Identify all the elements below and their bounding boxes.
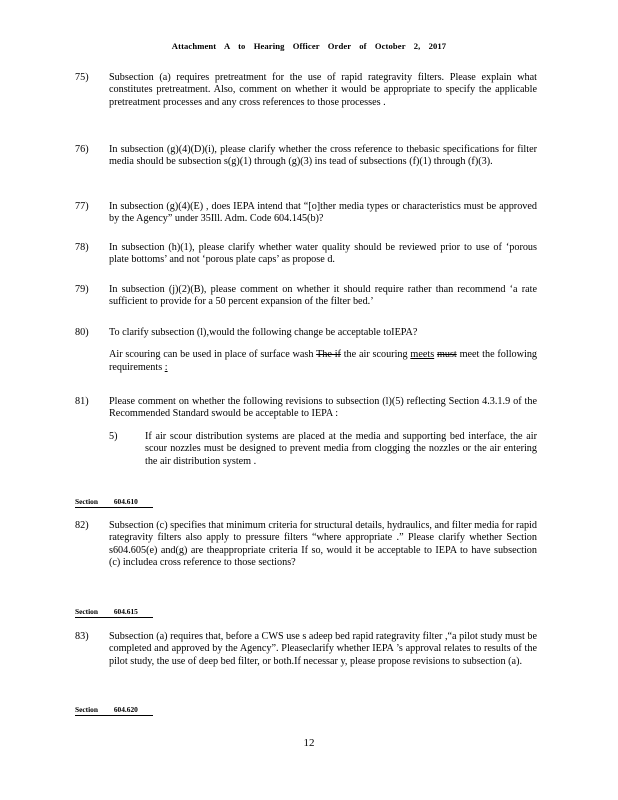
question-number: 78) bbox=[75, 242, 89, 253]
page-header: Attachment A to Hearing Officer Order of October 2, 2017 bbox=[171, 41, 447, 51]
question-number: 83) bbox=[75, 631, 89, 642]
question-text: Subsection (c) specifies that minimum criteria for structural details, hydraulics, and filter media for rapid rategravity filters also apply to pressure filters “where appropriate .” Please clarify whether Section s604.605(e) and(g) are theappropriate criteria If so, would it be acceptable to IEPA to have subsection (c) includea cross reference to those sections? bbox=[109, 520, 537, 569]
question-text: In subsection (g)(4)(E) , does IEPA intend that “[o]ther media types or characteristics must be approved by the Agency” under 35Ill. Adm. Code 604.145(b)? bbox=[109, 201, 537, 225]
subitem-number: 5) bbox=[109, 430, 118, 442]
question-number: 77) bbox=[75, 201, 89, 212]
subitem-text: If air scour distribution systems are placed at the media and supporting bed interface, the air scour nozzles must be designed to prevent media from clogging the nozzles or the air entering the air distribution system . bbox=[145, 430, 537, 467]
question-text: Please comment on whether the following revisions to subsection (l)(5) reflecting Section 4.3.1.9 of the Recommended Standard swould be acceptable to IEPA : bbox=[109, 396, 537, 420]
section-heading: Section 604.620 bbox=[75, 705, 153, 716]
question-78 bbox=[75, 242, 537, 267]
question-number: 79) bbox=[75, 284, 89, 295]
question-text: Subsection (a) requires pretreatment for the use of rapid rategravity filters. Please explain what constitutes pretreatment. Also, comment on whether it would be appropriate to specify the applicable pretreatment processes and any cross references to those processes . bbox=[109, 72, 537, 108]
deleted-text: The if bbox=[316, 349, 341, 361]
question-number: 81) bbox=[75, 396, 89, 407]
question-79 bbox=[75, 284, 537, 309]
page-number: 12 bbox=[303, 737, 315, 749]
proposed-revision bbox=[109, 349, 537, 374]
question-83 bbox=[75, 631, 537, 668]
question-number: 82) bbox=[75, 520, 89, 531]
inserted-text: meets bbox=[410, 349, 435, 361]
question-number: 75) bbox=[75, 72, 89, 83]
question-text: Subsection (a) requires that, before a CWS use s adeep bed rapid rategravity filter ,“a pilot study must be completed and approved by the Agency”. Pleaseclarify whether IEPA ’s approval relates to results of the pilot study, the use of deep bed filter, or both.If necessar y, please propose revisions to subsection (a). bbox=[109, 631, 537, 667]
question-text: In subsection (j)(2)(B), please comment on whether it should require rather than recommend ‘a rate sufficient to provide for a 50 percent expansion of the filter bed.’ bbox=[109, 284, 537, 308]
revision-subitem bbox=[109, 431, 537, 468]
question-81 bbox=[75, 396, 537, 468]
question-text: To clarify subsection (l),would the following change be acceptable toIEPA? bbox=[109, 327, 418, 338]
question-number: 76) bbox=[75, 144, 89, 155]
question-text: In subsection (g)(4)(D)(i), please clarify whether the cross reference to thebasic specifications for filter media should be subsection s(g)(1) through (g)(3) ins tead of subsections (f)(1) through (f)(3). bbox=[109, 144, 537, 168]
question-76 bbox=[75, 144, 537, 169]
deleted-text: must bbox=[436, 349, 457, 361]
question-82 bbox=[75, 520, 537, 570]
revision-text: meet the following requirements bbox=[109, 349, 538, 373]
question-text: In subsection (h)(1), please clarify whether water quality should be reviewed prior to use of ‘porous plate bottoms’ and not ‘porous plate caps’ as propose d. bbox=[109, 242, 537, 266]
section-heading: Section 604.610 bbox=[75, 497, 153, 508]
inserted-text: : bbox=[164, 361, 168, 373]
section-heading: Section 604.615 bbox=[75, 607, 153, 618]
question-80 bbox=[75, 327, 537, 374]
question-number: 80) bbox=[75, 327, 89, 338]
question-77 bbox=[75, 201, 537, 226]
revision-text: the air scouring bbox=[340, 349, 411, 361]
revision-text: Air scouring can be used in place of surface wash bbox=[109, 349, 317, 361]
question-75 bbox=[75, 72, 537, 109]
